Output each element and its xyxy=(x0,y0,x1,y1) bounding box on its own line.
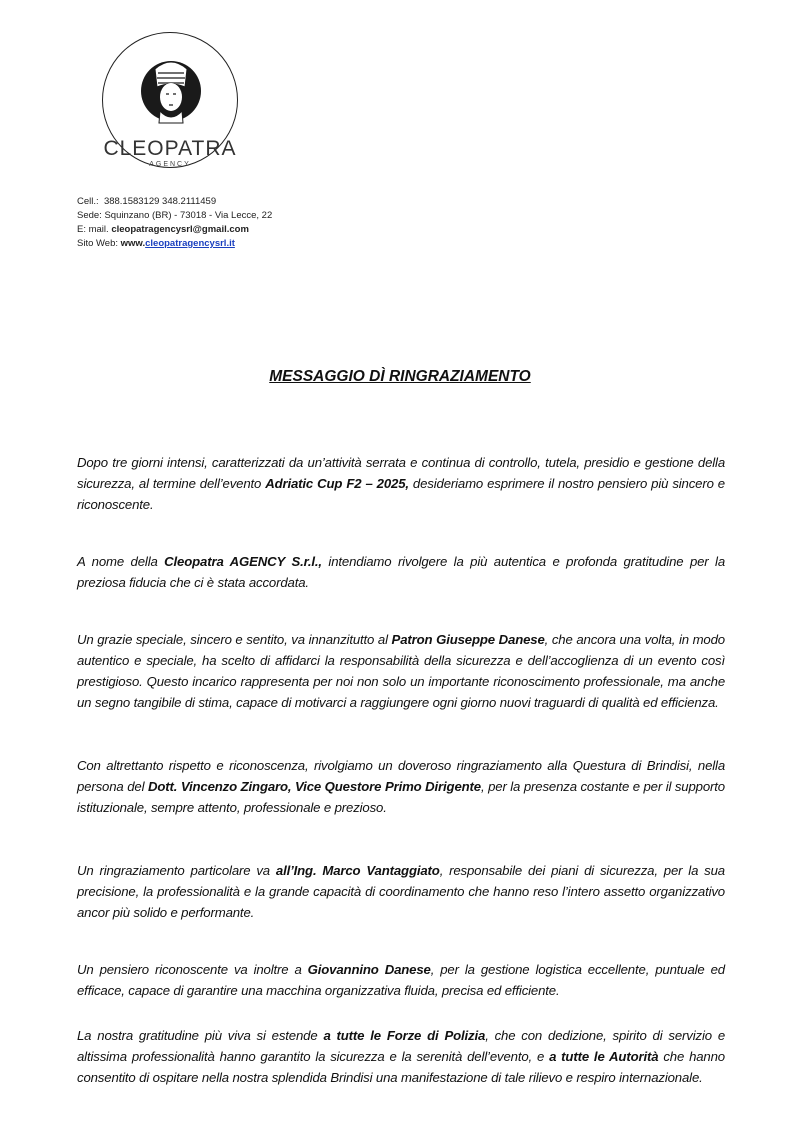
bold-text: Adriatic Cup F2 – 2025, xyxy=(265,476,409,491)
company-logo xyxy=(102,32,238,168)
bold-text: Giovannino Danese xyxy=(307,962,431,977)
logo-brand: CLEOPATRA xyxy=(103,137,237,160)
text-run: Un ringraziamento particolare va xyxy=(77,863,276,878)
paragraph xyxy=(77,860,725,923)
text-run: Un grazie speciale, sincero e sentito, va innanzitutto al xyxy=(77,632,392,647)
bold-text: Dott. Vincenzo Zingaro, Vice Questore Primo Dirigente xyxy=(147,779,481,794)
logo-subtitle: AGENCY xyxy=(149,161,191,168)
website-prefix: www. xyxy=(120,238,146,249)
email-label: E: mail. xyxy=(77,224,109,235)
text-run: Dopo tre giorni intensi, caratterizzati da un’attività serrata e continua di controllo, tutela, presidio e gestione della sicurezza, al termine dell’evento xyxy=(77,455,725,491)
paragraph xyxy=(77,1025,725,1088)
text-run: , responsabile dei piani di sicurezza, per la sua precisione, la professionalità e la grande capacità di coordinamento che hanno reso l’intero assetto organizzativo ancor più solido e performante. xyxy=(77,863,725,920)
paragraph xyxy=(77,959,725,1001)
address-value: Squinzano (BR) - 73018 - Via Lecce, 22 xyxy=(104,210,273,221)
contact-address xyxy=(77,209,272,223)
website-label: Sito Web: xyxy=(77,238,119,249)
bold-text: Cleopatra AGENCY S.r.l., xyxy=(164,554,322,569)
address-label: Sede: xyxy=(77,210,102,221)
contact-email xyxy=(77,223,272,237)
bold-text: a tutte le Autorità xyxy=(549,1049,659,1064)
website-link[interactable]: cleopatragencysrl.it xyxy=(145,238,235,249)
paragraph xyxy=(77,452,725,515)
bold-text: Patron Giuseppe Danese xyxy=(391,632,545,647)
text-run: desideriamo esprimere il nostro pensiero più sincero e riconoscente. xyxy=(77,476,725,512)
text-run: , per la presenza costante e per il supporto istituzionale, sempre attento, professionale e prezioso. xyxy=(77,779,725,815)
paragraph xyxy=(77,755,725,818)
text-run: intendiamo rivolgere la più autentica e profonda gratitudine per la preziosa fiducia che ci è stata accordata. xyxy=(77,554,726,590)
contact-cell xyxy=(77,195,272,209)
paragraph xyxy=(77,629,725,713)
bold-text: all’Ing. Marco Vantaggiato xyxy=(275,863,440,878)
bold-text: a tutte le Forze di Polizia xyxy=(323,1028,486,1043)
text-run: Un pensiero riconoscente va inoltre a xyxy=(77,962,308,977)
cell-value: 388.1583129 348.2111459 xyxy=(103,196,217,207)
paragraph xyxy=(77,551,725,593)
email-value[interactable]: cleopatragencysrl@gmail.com xyxy=(111,224,249,235)
text-run: , che ancora una volta, in modo autentico e speciale, ha scelto di affidarci la responsabilità della sicurezza e dell’accoglienza di un evento così prestigioso. Questo incarico rappresenta per noi non solo un importante riconoscimento professionale, ma anche un segno tangibile di stima, capace di motivarci a raggiungere ogni giorno nuovi traguardi di qualità ed efficienza. xyxy=(77,632,725,710)
document-body xyxy=(77,452,725,1088)
text-run: La nostra gratitudine più viva si estende xyxy=(77,1028,324,1043)
text-run: , per la gestione logistica eccellente, puntuale ed efficace, capace di garantire una macchina organizzativa fluida, precisa ed efficiente. xyxy=(77,962,725,998)
text-run: Con altrettanto rispetto e riconoscenza, rivolgiamo un doveroso ringraziamento alla Questura di Brindisi, nella persona del xyxy=(77,758,725,794)
text-run: A nome della xyxy=(77,554,165,569)
contact-info xyxy=(77,195,272,251)
document-title: MESSAGGIO DÌ RINGRAZIAMENTO xyxy=(269,368,531,385)
cell-label: Cell.: xyxy=(77,196,99,207)
text-run: che hanno consentito di ospitare nella nostra splendida Brindisi una manifestazione di tale rilievo e respiro internazionale. xyxy=(77,1049,725,1085)
text-run: , che con dedizione, spirito di servizio e altissima professionalità hanno garantito la sicurezza e la serenità dell’evento, e xyxy=(77,1028,726,1064)
contact-website xyxy=(77,237,272,251)
